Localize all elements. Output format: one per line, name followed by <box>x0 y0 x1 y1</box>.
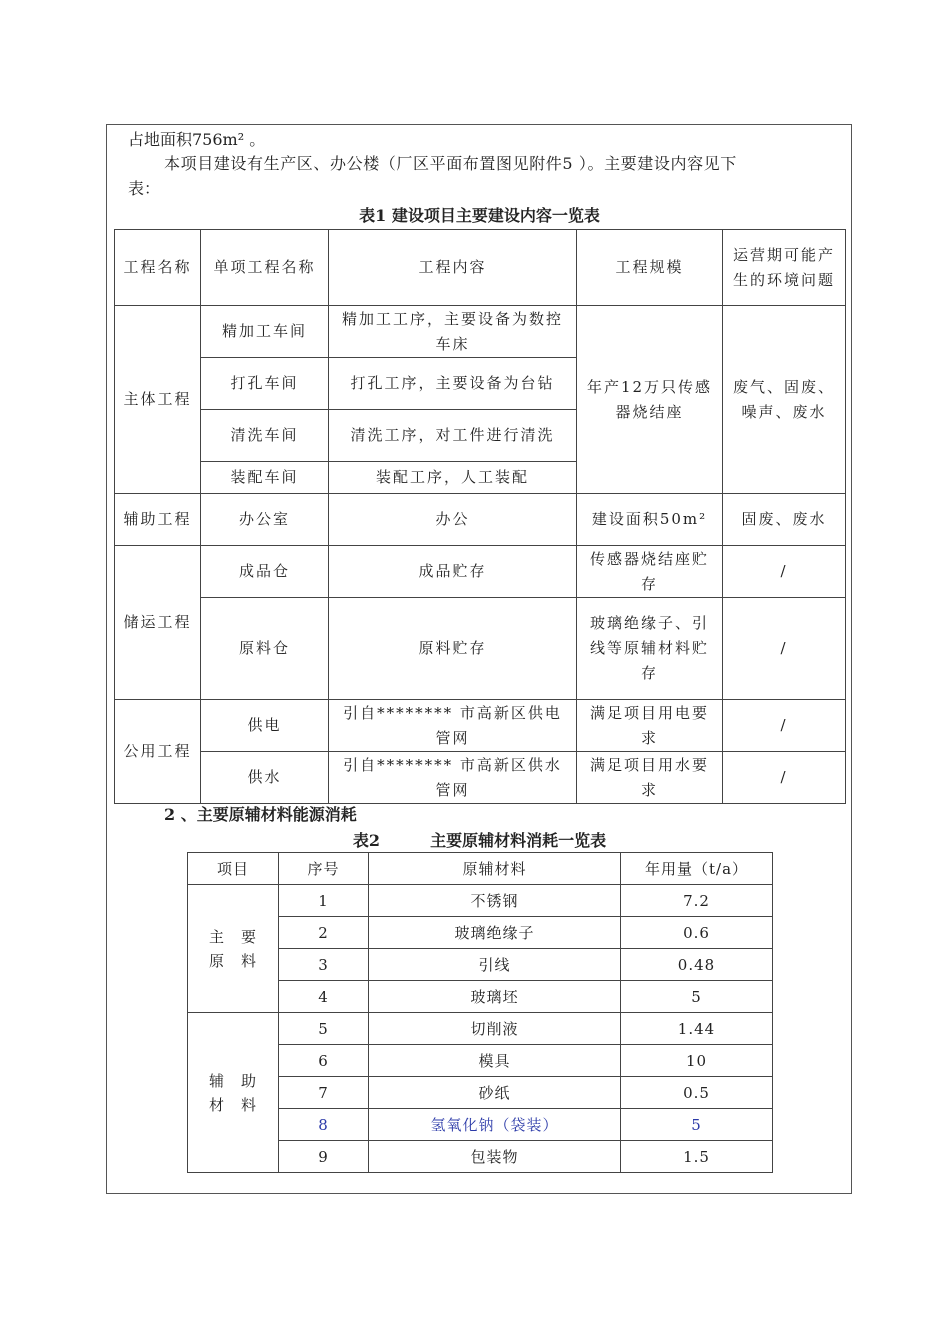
table2-caption: 表2 主要原辅材料消耗一览表 <box>352 831 607 850</box>
material-name: 切削液 <box>369 1013 621 1045</box>
item-content: 成品贮存 <box>329 546 577 598</box>
item-issue: 固废、废水 <box>723 494 846 546</box>
item-issue: / <box>723 752 846 804</box>
item-name: 原料仓 <box>201 598 329 700</box>
item-issue: / <box>723 546 846 598</box>
table2-header-row <box>188 853 773 885</box>
table2-header-cell: 序号 <box>279 853 369 885</box>
item-scale: 玻璃绝缘子、引线等原辅材料贮存 <box>577 598 723 700</box>
material-name: 模具 <box>369 1045 621 1077</box>
row-number: 6 <box>279 1045 369 1077</box>
row-number: 8 <box>279 1109 369 1141</box>
table1-header-cell: 单项工程名称 <box>201 230 329 306</box>
item-name: 供水 <box>201 752 329 804</box>
table-row <box>188 1013 773 1045</box>
material-name: 砂纸 <box>369 1077 621 1109</box>
material-qty: 1.5 <box>621 1141 773 1173</box>
item-name: 办公室 <box>201 494 329 546</box>
material-qty: 0.5 <box>621 1077 773 1109</box>
row-number: 5 <box>279 1013 369 1045</box>
item-content: 办公 <box>329 494 577 546</box>
material-qty: 0.48 <box>621 949 773 981</box>
item-scale: 建设面积50m² <box>577 494 723 546</box>
material-name: 玻璃绝缘子 <box>369 917 621 949</box>
table2-header-cell: 原辅材料 <box>369 853 621 885</box>
material-name: 不锈钢 <box>369 885 621 917</box>
materials-consumption-table <box>187 852 773 1173</box>
item-issue: / <box>723 598 846 700</box>
table-row <box>188 885 773 917</box>
material-qty: 1.44 <box>621 1013 773 1045</box>
item-content: 装配工序，人工装配 <box>329 462 577 494</box>
item-content: 原料贮存 <box>329 598 577 700</box>
material-name: 氢氧化钠（袋装） <box>369 1109 621 1141</box>
item-content: 打孔工序，主要设备为台钻 <box>329 358 577 410</box>
group-main-materials: 主 要 原 料 <box>188 885 279 1013</box>
item-name: 精加工车间 <box>201 306 329 358</box>
group-label-storage: 储运工程 <box>115 546 201 700</box>
group-label-main: 主体工程 <box>115 306 201 494</box>
row-number: 9 <box>279 1141 369 1173</box>
row-number: 3 <box>279 949 369 981</box>
row-number: 4 <box>279 981 369 1013</box>
construction-content-table <box>114 229 846 804</box>
table-row <box>115 598 846 700</box>
table-row <box>115 306 846 358</box>
item-issue: / <box>723 700 846 752</box>
item-scale: 年产12万只传感器烧结座 <box>577 306 723 494</box>
material-name: 包装物 <box>369 1141 621 1173</box>
material-qty: 5 <box>621 981 773 1013</box>
group-label-public: 公用工程 <box>115 700 201 804</box>
group-aux-materials: 辅 助 材 料 <box>188 1013 279 1173</box>
table1-header-cell: 工程内容 <box>329 230 577 306</box>
material-qty: 5 <box>621 1109 773 1141</box>
item-scale: 传感器烧结座贮存 <box>577 546 723 598</box>
table1-caption: 表1 建设项目主要建设内容一览表 <box>359 206 600 225</box>
table2-header-cell: 项目 <box>188 853 279 885</box>
item-name: 成品仓 <box>201 546 329 598</box>
material-name: 引线 <box>369 949 621 981</box>
item-scale: 满足项目用水要求 <box>577 752 723 804</box>
item-name: 装配车间 <box>201 462 329 494</box>
item-content: 精加工工序，主要设备为数控车床 <box>329 306 577 358</box>
table-row <box>115 546 846 598</box>
item-content: 清洗工序，对工件进行清洗 <box>329 410 577 462</box>
row-number: 1 <box>279 885 369 917</box>
table1-header-row <box>115 230 846 306</box>
intro-line-1: 占地面积756m² 。 <box>128 130 266 149</box>
table2-header-cell: 年用量（t/a） <box>621 853 773 885</box>
item-content: 引自******** 市高新区供水管网 <box>329 752 577 804</box>
row-number: 7 <box>279 1077 369 1109</box>
group-label-aux: 辅助工程 <box>115 494 201 546</box>
material-qty: 0.6 <box>621 917 773 949</box>
table1-header-cell: 工程名称 <box>115 230 201 306</box>
intro-line-3: 表： <box>128 179 161 198</box>
item-content: 引自******** 市高新区供电管网 <box>329 700 577 752</box>
table-row <box>115 494 846 546</box>
table1-header-cell: 运营期可能产生的环境问题 <box>723 230 846 306</box>
table1-header-cell: 工程规模 <box>577 230 723 306</box>
item-issue: 废气、固废、噪声、废水 <box>723 306 846 494</box>
intro-line-2: 本项目建设有生产区、办公楼（厂区平面布置图见附件5 ）。主要建设内容见下 <box>164 154 737 173</box>
section-2-heading: 2 、主要原辅材料能源消耗 <box>164 805 357 824</box>
item-name: 打孔车间 <box>201 358 329 410</box>
table-row <box>115 700 846 752</box>
material-qty: 10 <box>621 1045 773 1077</box>
table-row <box>115 752 846 804</box>
material-qty: 7.2 <box>621 885 773 917</box>
item-name: 清洗车间 <box>201 410 329 462</box>
row-number: 2 <box>279 917 369 949</box>
material-name: 玻璃坯 <box>369 981 621 1013</box>
item-name: 供电 <box>201 700 329 752</box>
item-scale: 满足项目用电要求 <box>577 700 723 752</box>
